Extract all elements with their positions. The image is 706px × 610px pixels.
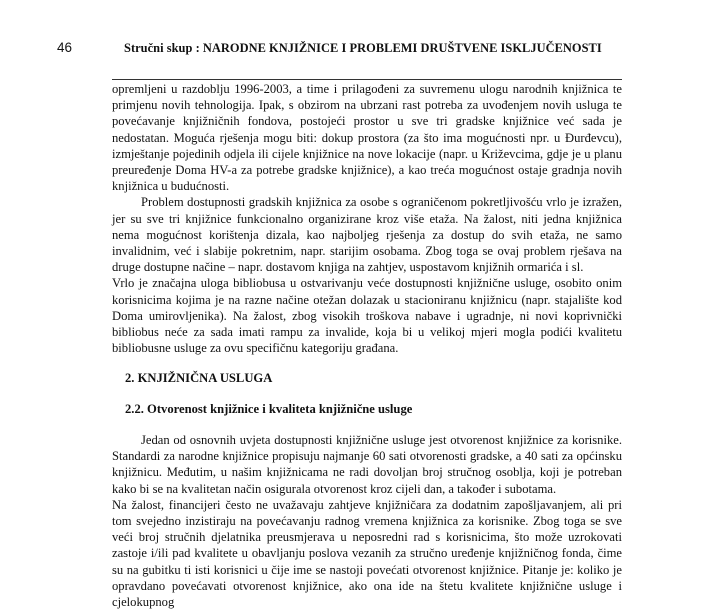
subsection-heading: 2.2. Otvorenost knjižnice i kvaliteta knjižnične usluge <box>125 402 413 416</box>
section-heading: 2. KNJIŽNIČNA USLUGA <box>125 371 273 385</box>
header-rule <box>112 79 622 80</box>
paragraph-accessibility: Problem dostupnosti gradskih knjižnica za osobe s ograničenom pokretljivošću vrlo je izražen, jer su sve tri knjižnice funkcionalno organizirane kroz više etaža. Na žalost, niti jedna knjižnica nema mogućnost korištenja dizala, kao najbolјeg rješenja za dostup do svih etaža, ne samo invalidnim, već i slabije pokretnim, napr. starijim osobama. Zbog toga se ovaj problem rješava na druge dostupne načine – napr. dostavom knjiga na zahtjev, uspostavom knjižnih ormarića i sl. <box>112 195 622 275</box>
paragraph-continuation: opremljeni u razdoblju 1996-2003, a time i prilagođeni za suvremenu ulogu narodnih knjižnica te primjenu novih tehnologija. Ipak, s obzirom na ubrzani rast potreba za uvođenjem novih usluga te povećavanje knjižničnih fondova, postojeći prostor u sve tri gradske knjižnice već sada je nedostatan. Moguća rješenja mogu biti: dokup prostora (za što ima mogućnosti npr. u Đurđevcu), izmještanje pojedinih odjela ili cijele knjižnice na nove lokacije (napr. u Križevcima, gdje je u planu preuređenje Doma HV-a za potrebe gradske knjižnice), a kao treća mogućnost ostaje gradnja novih knjižnica u budućnosti. <box>112 82 622 194</box>
paragraph-opening-hours: Jedan od osnovnih uvjeta dostupnosti knjižnične usluge jest otvorenost knjižnice za korisnike. Standardi za narodne knjižnice propisuju najmanje 60 sati otvorenosti gradske, a 40 sati za općinsku knjižnicu. Međutim, u našim knjižnicama ne radi dovoljan broj stručnog osoblja, koji je potreban kako bi se na kvalitetan način osigurala otvorenost kroz cijeli dan, a također i subotama. <box>112 433 622 496</box>
section-2-body <box>112 432 622 610</box>
page-header <box>57 40 617 60</box>
paragraph-bookmobile: Vrlo je značajna uloga bibliobusa u ostvarivanju veće dostupnosti knjižnične usluge, osobito onim korisnicima kojima je na razne načine otežan dolazak u stacioniranu knjižnicu (napr. stajalište kod Doma umirovljenika). Na žalost, zbog visokih troškova nabave i ugradnje, ni novi koprivnički bibliobus neće za sada imati rampu za invalide, koja bi u velikoj mjeri mogla podići kvalitetu bibliobusne usluge za ovu specifičnu kategoriju građana. <box>112 276 622 356</box>
section-1-body <box>112 81 622 356</box>
running-head: Stručni skup : NARODNE KNJIŽNICE I PROBLEMI DRUŠTVENE ISKLJUČENOSTI <box>124 41 602 55</box>
page-number: 46 <box>57 40 73 55</box>
paragraph-staffing: Na žalost, financijeri često ne uvažavaju zahtjeve knjižničara za dodatnim zapošljavanjem, ali pri tom svejedno inzistiraju na povećavanju radnog vremena knjižnica za korisnike. Zbog toga se sve veći broj stručnih djelatnika preusmjerava u neposredni rad s korisnicima, što može uzrokovati zastoje i/ili pad kvalitete u obavljanju poslova vezanih za stručno uređenje knjižničnog fonda, čime su na gubitku ti isti korisnici u čije ime se nastoji povećati otvorenost knjižnice. Pitanje je: koliko je opravdano povećavati otvorenost knjižnice, ako ona ide na štetu kvalitete knjižnične usluge i cjelokupnog <box>112 497 622 610</box>
